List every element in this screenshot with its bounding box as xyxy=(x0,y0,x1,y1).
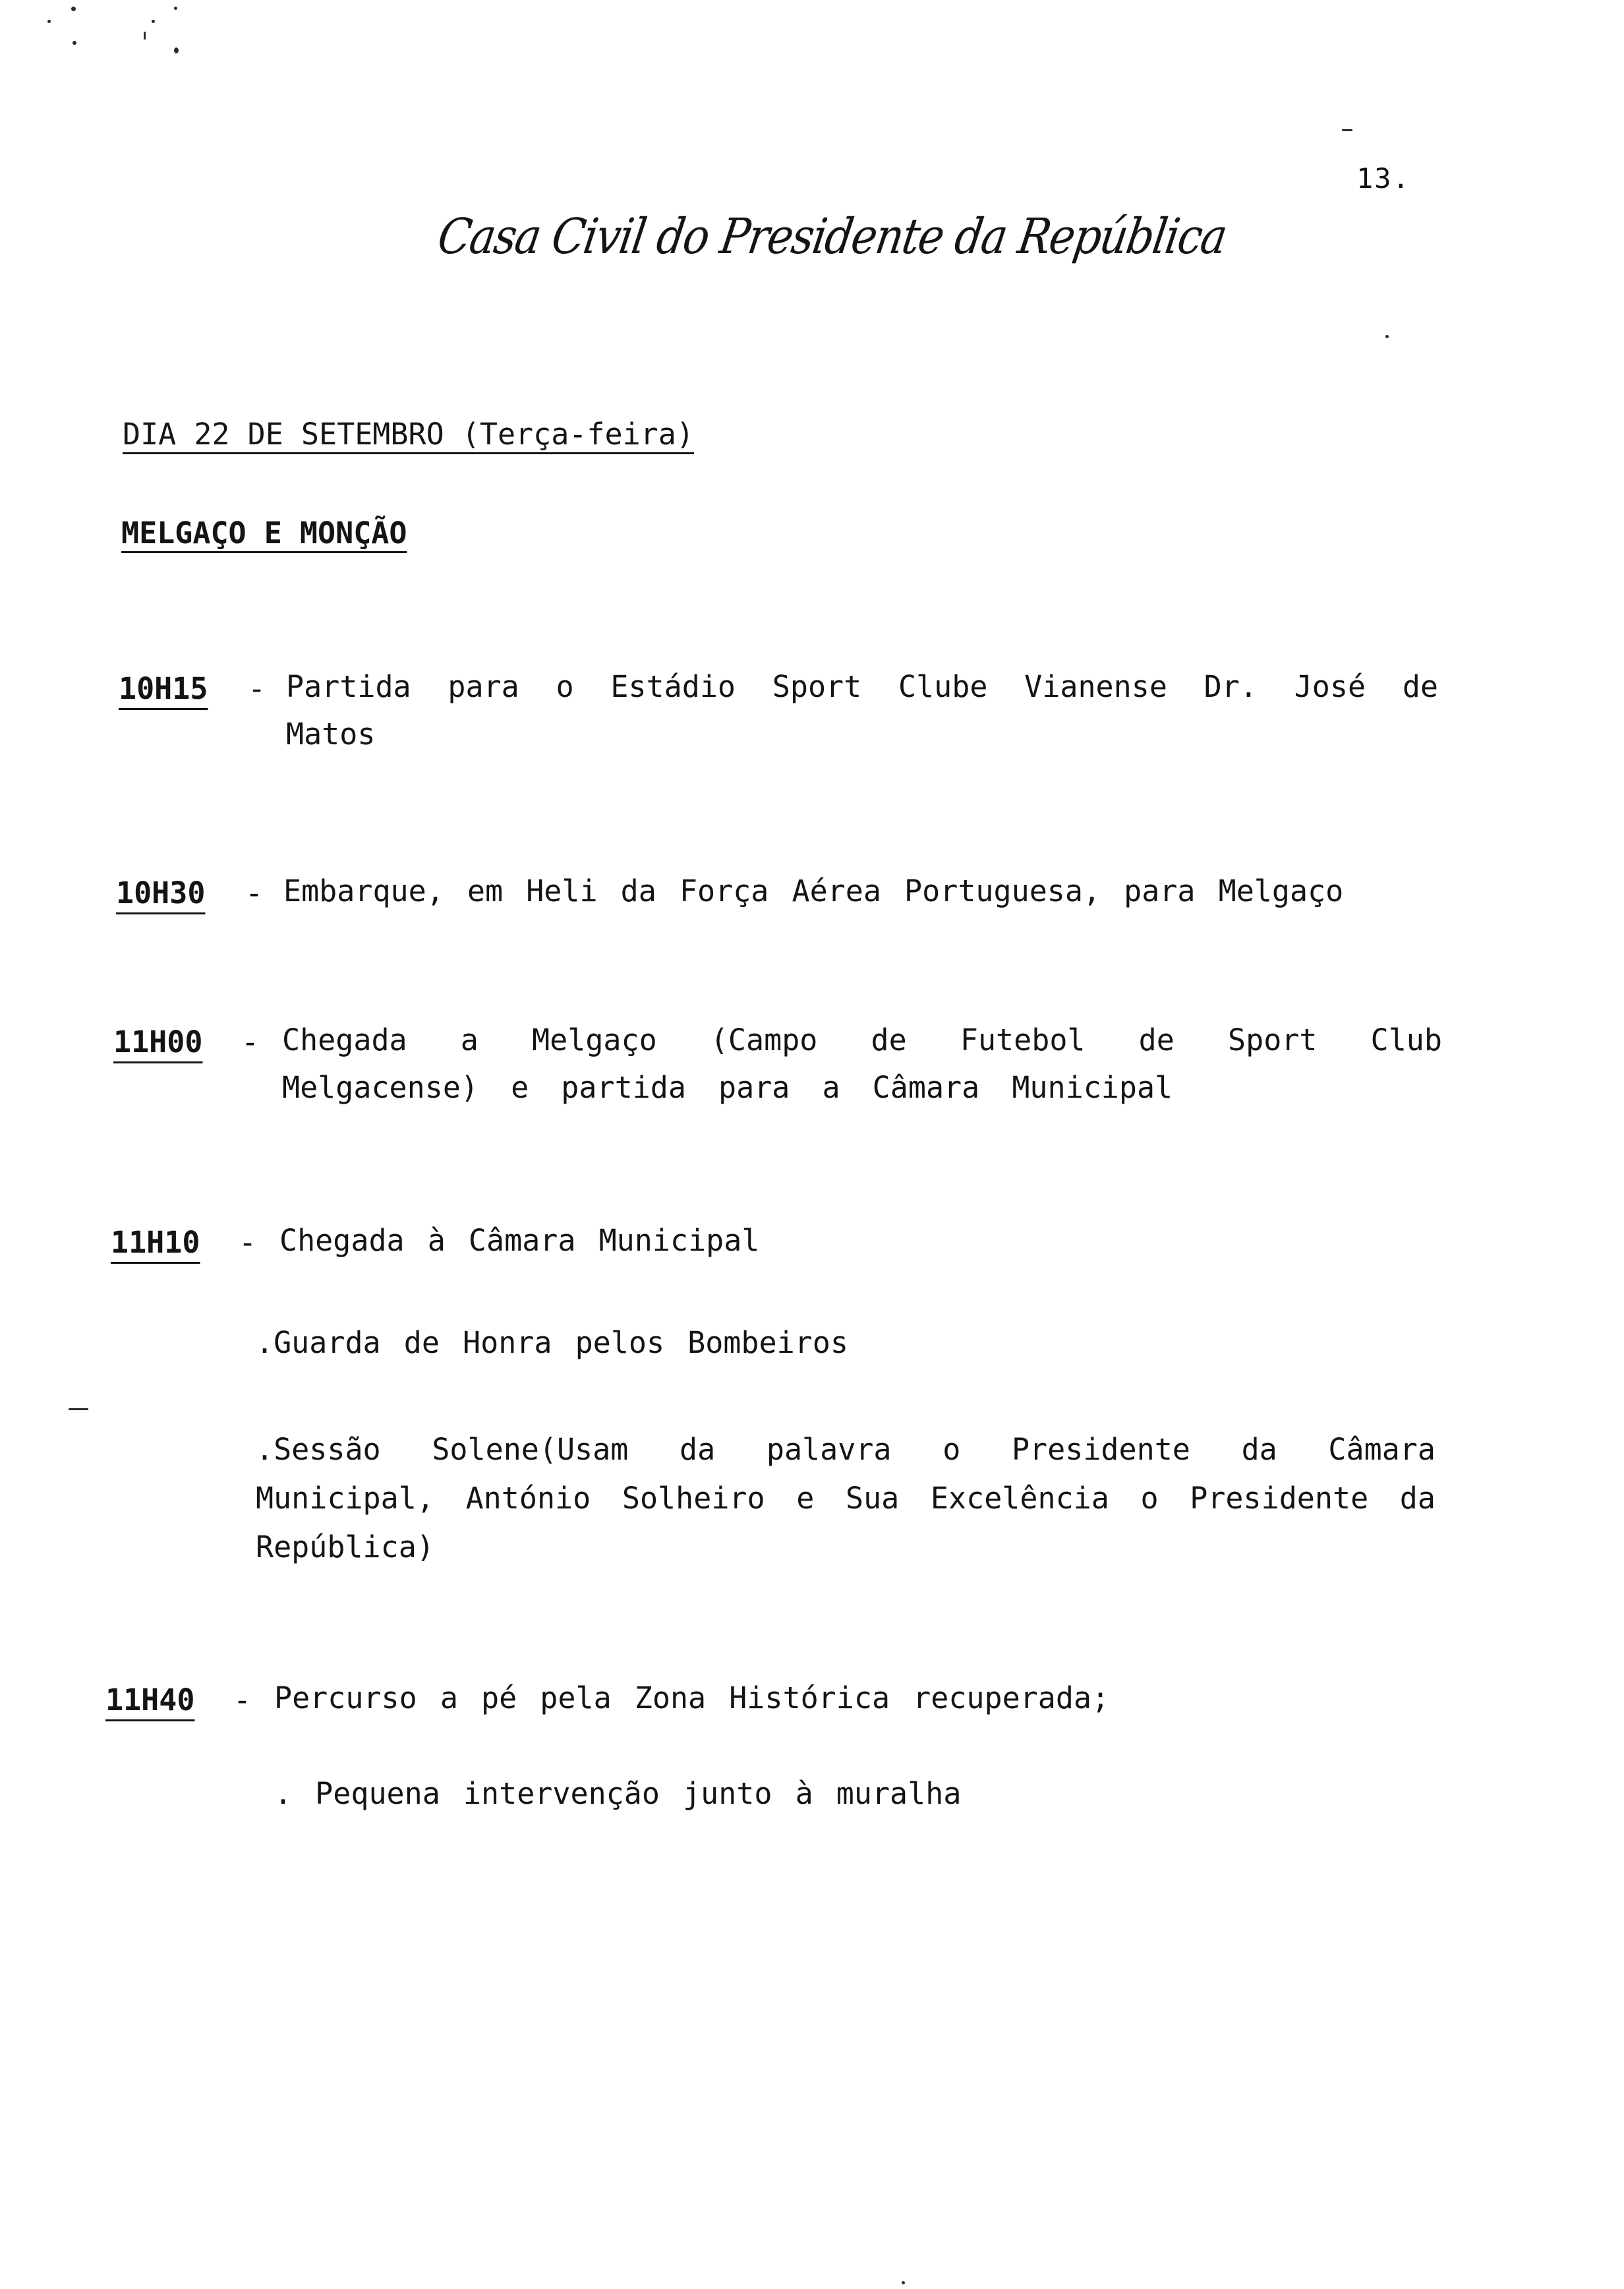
schedule-text: Chegada à Câmara Municipal xyxy=(279,1223,760,1258)
schedule-dash: - xyxy=(239,1225,257,1260)
page-number: 13. xyxy=(1356,162,1410,194)
schedule-time: 11H00 xyxy=(113,1025,203,1059)
scan-speck xyxy=(72,41,76,45)
schedule-dash: - xyxy=(245,876,264,910)
schedule-text: Partida para o Estádio Sport Clube Vianense Dr. José de Matos xyxy=(286,669,1471,752)
schedule-text: Chegada a Melgaço (Campo de Futebol de Sport Club Melgacense) e partida para a Câmara Municipal xyxy=(282,1023,1475,1105)
date-heading: DIA 22 DE SETEMBRO (Terça-feira) xyxy=(123,417,694,452)
scan-speck xyxy=(144,32,146,40)
schedule-dash: - xyxy=(248,671,266,706)
schedule-text: Embarque, em Heli da Força Aérea Portuguesa, para Melgaço xyxy=(283,874,1344,908)
schedule-dash: - xyxy=(233,1682,252,1717)
schedule-time: 10H15 xyxy=(119,671,208,706)
scan-speck xyxy=(71,7,76,11)
schedule-item: .Sessão Solene(Usam da palavra o Presidente da Câmara Municipal, António Solheiro e Sua Excelência o Presidente da República) xyxy=(256,1432,1467,1564)
schedule-dash: - xyxy=(241,1025,260,1059)
schedule-time: 11H10 xyxy=(111,1225,200,1260)
scan-speck xyxy=(174,47,179,53)
scan-speck xyxy=(1342,129,1352,131)
scan-speck xyxy=(174,7,177,10)
scan-speck xyxy=(902,2281,905,2284)
scan-speck xyxy=(69,1408,88,1410)
schedule-time: 10H30 xyxy=(116,876,206,910)
scan-speck xyxy=(47,20,51,23)
schedule-item: . Pequena intervenção junto à muralha xyxy=(274,1776,962,1811)
schedule-time: 11H40 xyxy=(105,1682,195,1717)
schedule-text: Percurso a pé pela Zona Histórica recuperada; xyxy=(274,1680,1110,1715)
letterhead xyxy=(434,206,1231,278)
scan-speck xyxy=(1385,335,1389,338)
place-heading: MELGAÇO E MONÇÃO xyxy=(121,516,407,550)
schedule-item: .Guarda de Honra pelos Bombeiros xyxy=(256,1325,848,1360)
letterhead-text: Casa Civil do Presidente da República xyxy=(434,208,1231,265)
scan-speck xyxy=(152,20,155,23)
